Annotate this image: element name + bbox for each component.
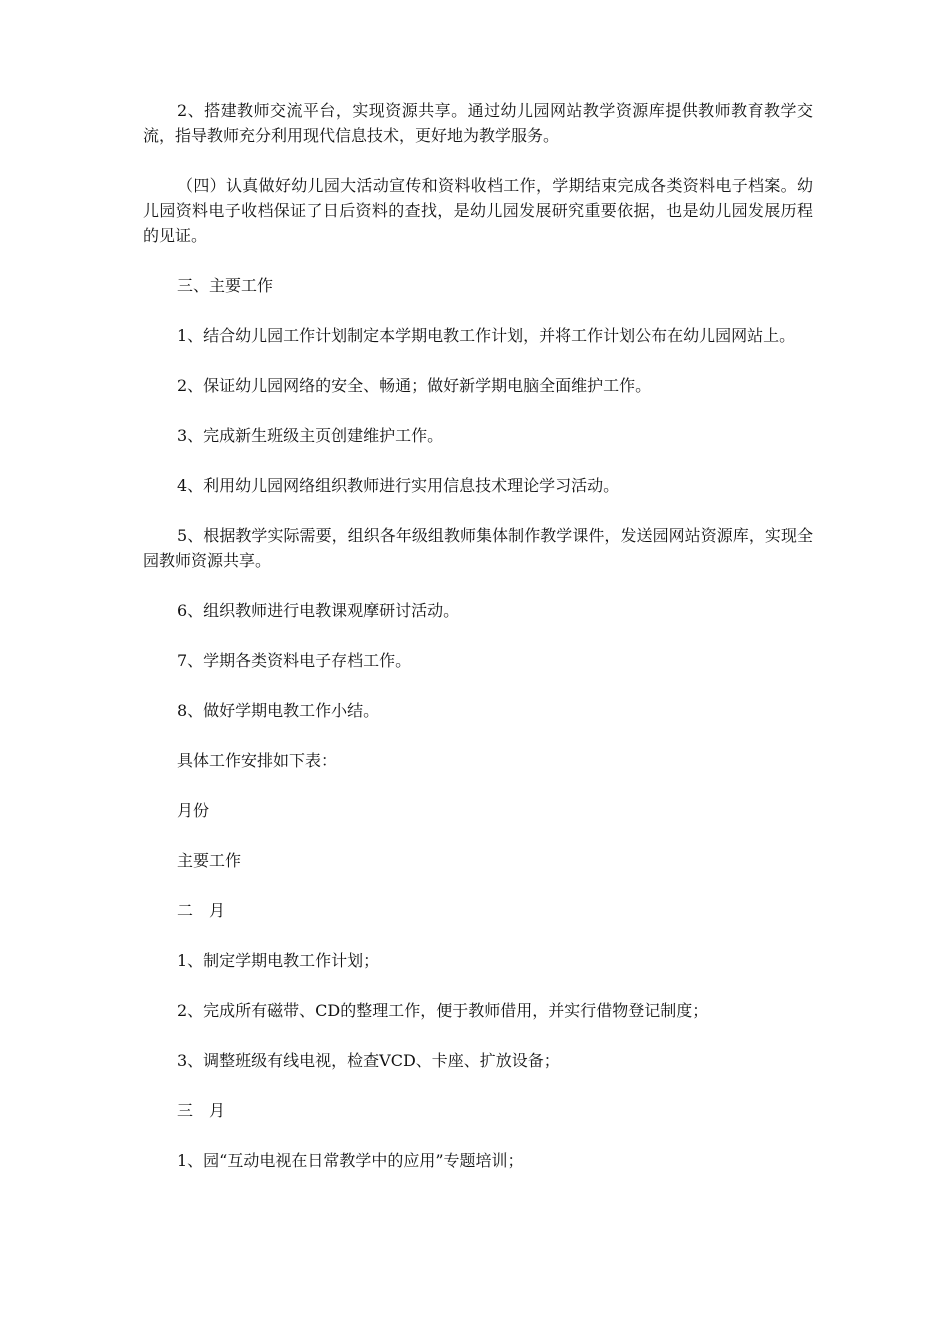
list-item: 5、根据教学实际需要，组织各年级组教师集体制作教学课件，发送园网站资源库，实现全园教师资源共享。 bbox=[143, 526, 813, 570]
month-label: 三 月 bbox=[177, 1101, 226, 1120]
list-item: 7、学期各类资料电子存档工作。 bbox=[177, 651, 412, 670]
paragraph: （四）认真做好幼儿园大活动宣传和资料收档工作，学期结束完成各类资料电子档案。幼儿园资料电子收档保证了日后资料的查找，是幼儿园发展研究重要依据，也是幼儿园发展历程的见证。 bbox=[143, 176, 813, 245]
list-item: 3、调整班级有线电视，检查VCD、卡座、扩放设备； bbox=[177, 1051, 560, 1070]
paragraph: 2、搭建教师交流平台，实现资源共享。通过幼儿园网站教学资源库提供教师教育教学交流，指导教师充分利用现代信息技术，更好地为教学服务。 bbox=[143, 101, 813, 145]
list-item: 1、制定学期电教工作计划； bbox=[177, 951, 380, 970]
list-item: 2、保证幼儿园网络的安全、畅通；做好新学期电脑全面维护工作。 bbox=[177, 376, 652, 395]
section-heading: 三、主要工作 bbox=[177, 276, 274, 295]
list-item: 2、完成所有磁带、CD的整理工作，便于教师借用，并实行借物登记制度； bbox=[177, 1001, 709, 1020]
month-label: 二 月 bbox=[177, 901, 226, 920]
list-item: 1、结合幼儿园工作计划制定本学期电教工作计划，并将工作计划公布在幼儿园网站上。 bbox=[177, 326, 796, 345]
document-body bbox=[143, 98, 813, 1173]
list-item: 4、利用幼儿园网络组织教师进行实用信息技术理论学习活动。 bbox=[177, 476, 620, 495]
list-item: 1、园“互动电视在日常教学中的应用”专题培训； bbox=[177, 1151, 524, 1170]
list-item: 6、组织教师进行电教课观摩研讨活动。 bbox=[177, 601, 460, 620]
table-header-work: 主要工作 bbox=[177, 851, 242, 870]
list-item: 3、完成新生班级主页创建维护工作。 bbox=[177, 426, 444, 445]
table-header-month: 月份 bbox=[177, 801, 210, 820]
paragraph: 具体工作安排如下表： bbox=[177, 751, 338, 770]
list-item: 8、做好学期电教工作小结。 bbox=[177, 701, 380, 720]
